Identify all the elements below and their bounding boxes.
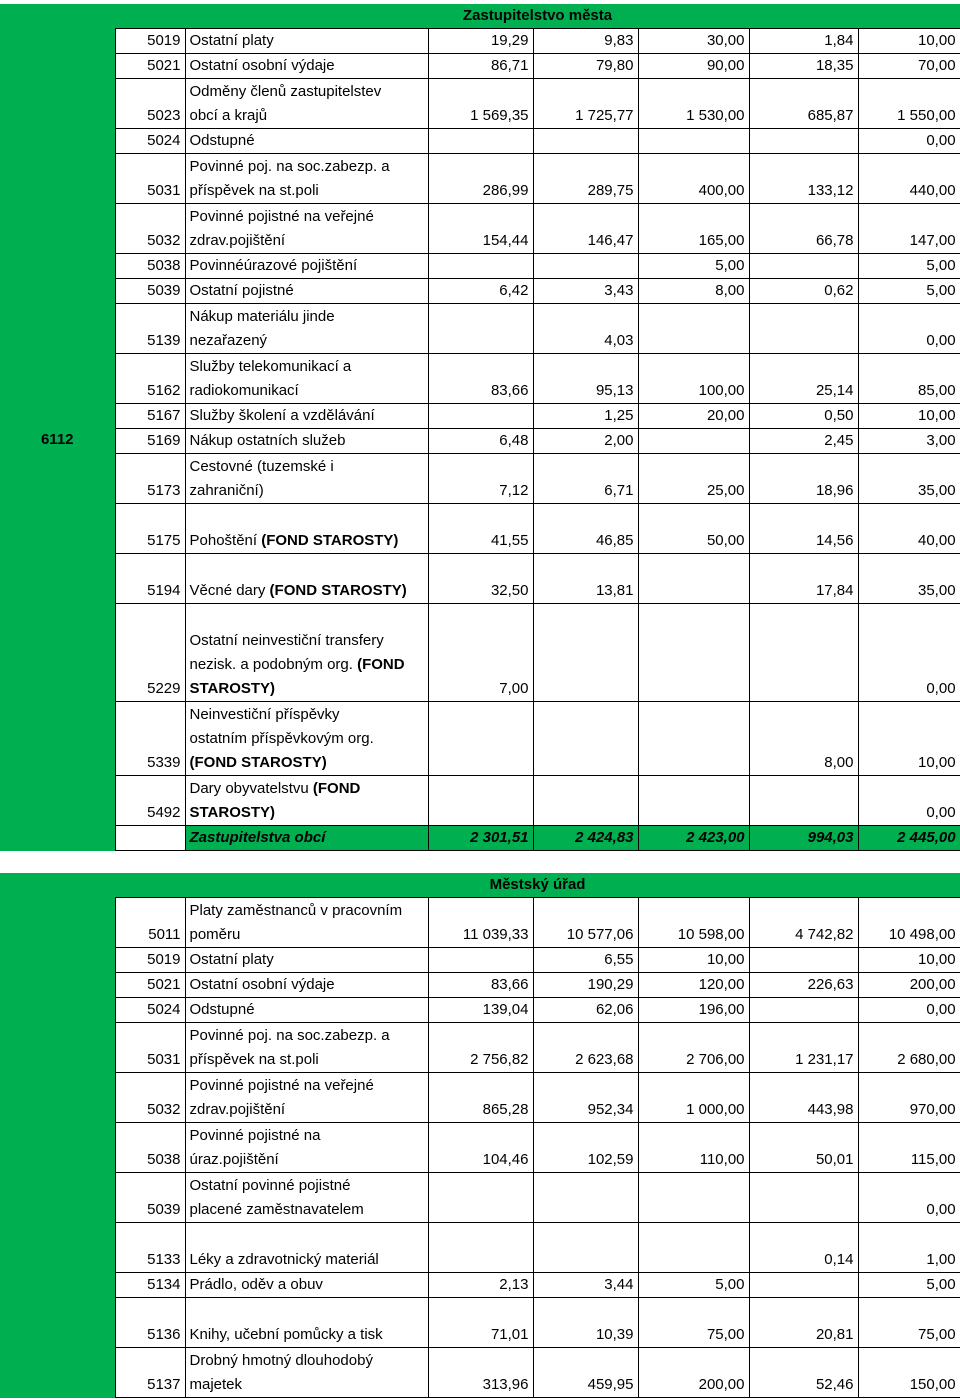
value-cell: 5,00 [638,1273,749,1298]
value-cell: 83,66 [428,354,533,404]
row-code: 5021 [115,54,185,79]
row-name: Povinné poj. na soc.zabezp. a příspěvek na st.poli [185,1023,428,1073]
table-row [0,1348,960,1398]
row-name: Věcné dary (FOND STAROSTY) [185,554,428,604]
row-code: 5031 [115,154,185,204]
row-code: 5139 [115,304,185,354]
table-row [0,279,960,304]
value-cell [638,702,749,776]
row-name: Knihy, učební pomůcky a tisk [185,1298,428,1348]
paragraph-code: 6112 [0,29,115,851]
value-cell: 1 725,77 [533,79,638,129]
row-name: Nákup ostatních služeb [185,429,428,454]
value-cell: 1 550,00 [858,79,960,129]
value-cell [749,1173,858,1223]
value-cell: 18,35 [749,54,858,79]
value-cell [533,776,638,826]
value-cell: 85,00 [858,354,960,404]
table-row [0,776,960,826]
row-name: Drobný hmotný dlouhodobý majetek [185,1348,428,1398]
value-cell: 14,56 [749,504,858,554]
value-cell: 30,00 [638,29,749,54]
row-code: 5136 [115,1298,185,1348]
value-cell: 41,55 [428,504,533,554]
value-cell [533,1223,638,1273]
value-cell: 2 756,82 [428,1023,533,1073]
table-row [0,973,960,998]
value-cell [638,129,749,154]
value-cell: 71,01 [428,1298,533,1348]
section-title: Zastupitelstvo města [115,4,960,29]
row-name: Léky a zdravotnický materiál [185,1223,428,1273]
value-cell: 1 231,17 [749,1023,858,1073]
row-name: Odměny členů zastupitelstev obcí a krajů [185,79,428,129]
value-cell: 100,00 [638,354,749,404]
row-name: Ostatní neinvestiční transfery nezisk. a podobným org. (FOND STAROSTY) [185,604,428,702]
value-cell: 0,50 [749,404,858,429]
row-code: 5019 [115,29,185,54]
value-cell: 10,39 [533,1298,638,1348]
section-title: Městský úřad [115,873,960,898]
row-code: 5339 [115,702,185,776]
value-cell: 150,00 [858,1348,960,1398]
row-name: Ostatní povinné pojistné placené zaměstnavatelem [185,1173,428,1223]
value-cell: 10,00 [638,948,749,973]
row-code: 5133 [115,1223,185,1273]
section-mestsky-urad [0,873,960,1398]
paragraph-code [0,898,115,1398]
value-cell: 50,00 [638,504,749,554]
table-row [0,998,960,1023]
table-row [0,429,960,454]
value-cell: 83,66 [428,973,533,998]
value-cell: 11 039,33 [428,898,533,948]
row-name-fund: (FOND STAROSTY) [189,754,327,771]
value-cell: 62,06 [533,998,638,1023]
value-cell [749,1273,858,1298]
value-cell: 20,00 [638,404,749,429]
value-cell: 165,00 [638,204,749,254]
row-name: Neinvestiční příspěvky ostatním příspěvkovým org. (FOND STAROSTY) [185,702,428,776]
table-row [0,54,960,79]
value-cell: 313,96 [428,1348,533,1398]
value-cell [533,129,638,154]
row-code: 5021 [115,973,185,998]
value-cell: 139,04 [428,998,533,1023]
value-cell: 86,71 [428,54,533,79]
row-name: Cestovné (tuzemské i zahraniční) [185,454,428,504]
row-name: Odstupné [185,129,428,154]
row-name: Ostatní pojistné [185,279,428,304]
row-code: 5032 [115,204,185,254]
value-cell: 10 598,00 [638,898,749,948]
value-cell: 18,96 [749,454,858,504]
row-code: 5167 [115,404,185,429]
row-name: Odstupné [185,998,428,1023]
row-code: 5039 [115,279,185,304]
value-cell [638,1173,749,1223]
value-cell: 10,00 [858,404,960,429]
value-cell: 2,45 [749,429,858,454]
table-row [0,354,960,404]
row-name: Ostatní platy [185,29,428,54]
value-cell: 2 680,00 [858,1023,960,1073]
table-zastupitelstvo [0,4,960,851]
value-cell: 146,47 [533,204,638,254]
row-code: 5031 [115,1023,185,1073]
value-cell [428,702,533,776]
value-cell: 196,00 [638,998,749,1023]
total-value: 2 423,00 [638,826,749,851]
table-row [0,554,960,604]
row-name: Ostatní platy [185,948,428,973]
value-cell: 2,00 [533,429,638,454]
row-name-fund: (FOND STAROSTY) [189,780,361,821]
value-cell: 0,00 [858,304,960,354]
value-cell: 7,00 [428,604,533,702]
value-cell: 0,00 [858,604,960,702]
row-code: 5039 [115,1173,185,1223]
value-cell: 0,00 [858,776,960,826]
row-code: 5194 [115,554,185,604]
value-cell: 115,00 [858,1123,960,1173]
table-row [0,702,960,776]
header-paragraph-cell [0,873,115,898]
value-cell: 952,34 [533,1073,638,1123]
value-cell: 20,81 [749,1298,858,1348]
value-cell: 440,00 [858,154,960,204]
total-value: 2 424,83 [533,826,638,851]
value-cell [749,998,858,1023]
value-cell: 5,00 [638,254,749,279]
row-name: Dary obyvatelstvu (FOND STAROSTY) [185,776,428,826]
value-cell: 2 706,00 [638,1023,749,1073]
value-cell: 35,00 [858,454,960,504]
value-cell: 0,00 [858,129,960,154]
value-cell: 6,42 [428,279,533,304]
value-cell: 17,84 [749,554,858,604]
table-row [0,1123,960,1173]
value-cell: 0,00 [858,998,960,1023]
value-cell: 13,81 [533,554,638,604]
value-cell [428,129,533,154]
value-cell: 200,00 [638,1348,749,1398]
value-cell: 0,62 [749,279,858,304]
table-row [0,1273,960,1298]
table-row [0,1073,960,1123]
row-code: 5024 [115,998,185,1023]
row-code: 5019 [115,948,185,973]
value-cell: 75,00 [638,1298,749,1348]
value-cell: 286,99 [428,154,533,204]
row-code: 5134 [115,1273,185,1298]
total-code-blank [115,826,185,851]
total-value: 2 301,51 [428,826,533,851]
table-row [0,948,960,973]
value-cell: 3,44 [533,1273,638,1298]
value-cell [638,1223,749,1273]
row-code: 5024 [115,129,185,154]
row-name: Ostatní osobní výdaje [185,54,428,79]
value-cell: 133,12 [749,154,858,204]
value-cell: 865,28 [428,1073,533,1123]
value-cell: 66,78 [749,204,858,254]
value-cell: 35,00 [858,554,960,604]
value-cell: 25,14 [749,354,858,404]
value-cell: 75,00 [858,1298,960,1348]
value-cell: 70,00 [858,54,960,79]
value-cell [749,304,858,354]
value-cell: 0,14 [749,1223,858,1273]
value-cell: 4 742,82 [749,898,858,948]
value-cell [638,304,749,354]
row-code: 5162 [115,354,185,404]
value-cell: 190,29 [533,973,638,998]
table-row [0,454,960,504]
row-name-fund: (FOND STAROSTY) [261,532,399,549]
value-cell: 5,00 [858,254,960,279]
value-cell [749,254,858,279]
value-cell: 1,00 [858,1223,960,1273]
row-code: 5169 [115,429,185,454]
value-cell: 8,00 [638,279,749,304]
value-cell: 226,63 [749,973,858,998]
value-cell: 10 577,06 [533,898,638,948]
value-cell: 289,75 [533,154,638,204]
row-name-fund: (FOND STAROSTY) [189,656,405,697]
value-cell [749,129,858,154]
table-row [0,204,960,254]
value-cell: 5,00 [858,1273,960,1298]
row-name: Služby školení a vzdělávání [185,404,428,429]
value-cell [533,1173,638,1223]
value-cell [428,304,533,354]
row-name: Povinné poj. na soc.zabezp. a příspěvek na st.poli [185,154,428,204]
value-cell [638,554,749,604]
row-code: 5137 [115,1348,185,1398]
value-cell: 19,29 [428,29,533,54]
value-cell: 0,00 [858,1173,960,1223]
value-cell [749,604,858,702]
value-cell: 459,95 [533,1348,638,1398]
value-cell: 2,13 [428,1273,533,1298]
row-name: Povinné pojistné na veřejné zdrav.pojištění [185,204,428,254]
value-cell: 8,00 [749,702,858,776]
total-value: 994,03 [749,826,858,851]
value-cell: 79,80 [533,54,638,79]
value-cell [638,604,749,702]
row-name: Pohoštění (FOND STAROSTY) [185,504,428,554]
value-cell: 104,46 [428,1123,533,1173]
value-cell: 1,25 [533,404,638,429]
row-name: Povinnéúrazové pojištění [185,254,428,279]
row-name-fund: (FOND STAROSTY) [269,582,407,599]
value-cell [428,404,533,429]
row-name: Povinné pojistné na veřejné zdrav.pojištění [185,1073,428,1123]
row-code: 5023 [115,79,185,129]
value-cell: 2 623,68 [533,1023,638,1073]
table-row [0,404,960,429]
value-cell: 5,00 [858,279,960,304]
value-cell: 1 530,00 [638,79,749,129]
value-cell: 1 000,00 [638,1073,749,1123]
value-cell [638,776,749,826]
value-cell [533,604,638,702]
row-name: Platy zaměstnanců v pracovním poměru [185,898,428,948]
value-cell: 9,83 [533,29,638,54]
table-mestsky-urad [0,873,960,1398]
value-cell: 120,00 [638,973,749,998]
value-cell [638,429,749,454]
value-cell: 95,13 [533,354,638,404]
value-cell: 6,71 [533,454,638,504]
table-row [0,504,960,554]
section-header-row [0,4,960,29]
row-name: Služby telekomunikací a radiokomunikací [185,354,428,404]
value-cell: 6,48 [428,429,533,454]
row-code: 5038 [115,254,185,279]
value-cell [428,254,533,279]
value-cell: 1,84 [749,29,858,54]
section-header-row [0,873,960,898]
row-name: Povinné pojistné na úraz.pojištění [185,1123,428,1173]
value-cell: 10 498,00 [858,898,960,948]
value-cell [533,702,638,776]
value-cell: 10,00 [858,948,960,973]
value-cell: 50,01 [749,1123,858,1173]
value-cell: 400,00 [638,154,749,204]
row-code: 5492 [115,776,185,826]
value-cell: 52,46 [749,1348,858,1398]
table-row [0,604,960,702]
table-row [0,154,960,204]
value-cell: 970,00 [858,1073,960,1123]
table-row [0,1173,960,1223]
value-cell: 154,44 [428,204,533,254]
row-code: 5175 [115,504,185,554]
value-cell: 3,43 [533,279,638,304]
table-row [0,898,960,948]
row-name: Nákup materiálu jinde nezařazený [185,304,428,354]
total-value: 2 445,00 [858,826,960,851]
row-code: 5038 [115,1123,185,1173]
value-cell: 10,00 [858,29,960,54]
table-row [0,1298,960,1348]
value-cell [749,948,858,973]
value-cell: 46,85 [533,504,638,554]
row-code: 5173 [115,454,185,504]
table-row [0,254,960,279]
row-code: 5032 [115,1073,185,1123]
value-cell [749,776,858,826]
value-cell: 90,00 [638,54,749,79]
row-name: Prádlo, oděv a obuv [185,1273,428,1298]
table-row [0,1023,960,1073]
value-cell: 1 569,35 [428,79,533,129]
value-cell: 102,59 [533,1123,638,1173]
header-paragraph-cell [0,4,115,29]
row-name: Ostatní osobní výdaje [185,973,428,998]
value-cell [428,1223,533,1273]
value-cell [428,776,533,826]
table-row [0,29,960,54]
value-cell [428,948,533,973]
value-cell [533,254,638,279]
table-row [0,79,960,129]
value-cell: 200,00 [858,973,960,998]
row-code: 5229 [115,604,185,702]
value-cell: 685,87 [749,79,858,129]
total-row [0,826,960,851]
value-cell: 32,50 [428,554,533,604]
value-cell: 147,00 [858,204,960,254]
value-cell [428,1173,533,1223]
value-cell: 25,00 [638,454,749,504]
table-row [0,129,960,154]
value-cell: 443,98 [749,1073,858,1123]
total-label: Zastupitelstva obcí [185,826,428,851]
value-cell: 40,00 [858,504,960,554]
value-cell: 110,00 [638,1123,749,1173]
value-cell: 3,00 [858,429,960,454]
value-cell: 4,03 [533,304,638,354]
row-code: 5011 [115,898,185,948]
value-cell: 10,00 [858,702,960,776]
value-cell: 6,55 [533,948,638,973]
section-zastupitelstvo [0,4,960,851]
table-row [0,304,960,354]
table-row [0,1223,960,1273]
value-cell: 7,12 [428,454,533,504]
